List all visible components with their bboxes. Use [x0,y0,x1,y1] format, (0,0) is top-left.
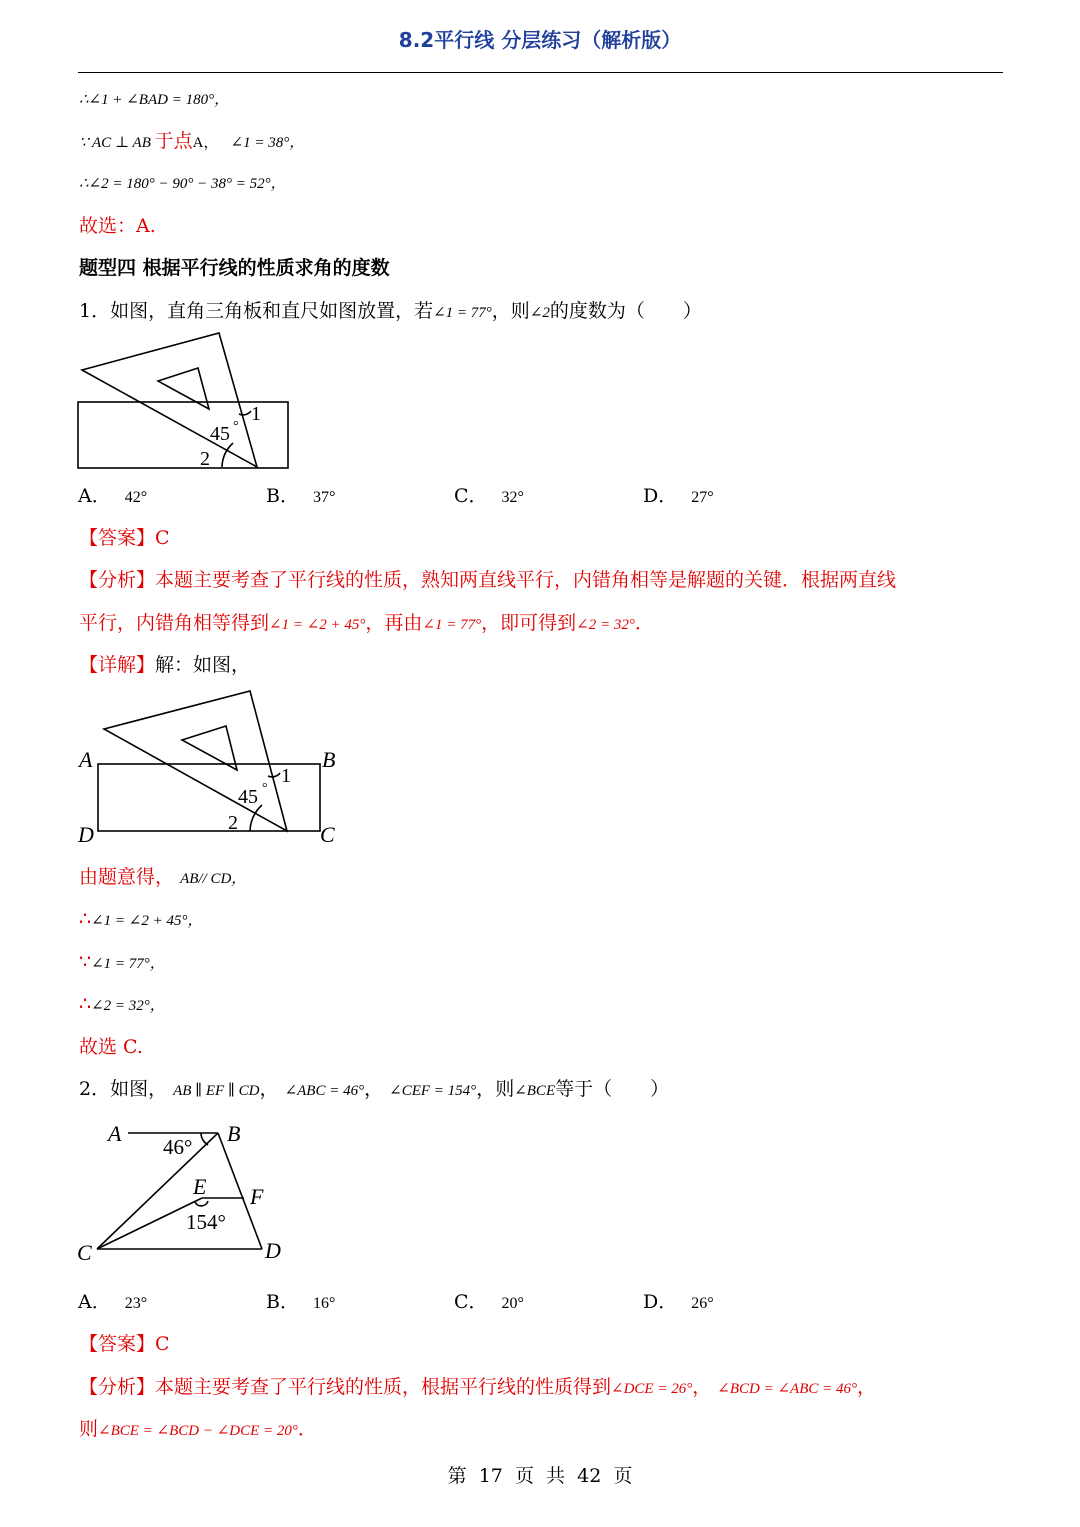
q1-step-3-symbol: ∵ [79,951,92,973]
q2-option-b-key: B． [266,1291,299,1313]
q2-label-154: 154° [186,1210,226,1234]
q2-option-d-key: D． [643,1291,678,1313]
q1-label-deg: ° [233,419,239,434]
q2-analysis-line-2 [79,1416,317,1444]
q1-option-d-key: D． [643,485,678,507]
solution-line-2-point: A， [192,135,219,151]
solution-line-2-math: ∵ AC ⊥ AB [79,135,155,151]
q1-label-1: 1 [251,403,261,425]
q2-label-C: C [77,1240,92,1265]
q2-analysis-eq3: ∠BCE = ∠BCD − ∠DCE = 20° [98,1423,298,1439]
q2-analysis-comma2: ， [857,1376,877,1398]
q2-option-c [454,1289,524,1317]
q1-step-3-math: ∠1 = 77°， [91,956,165,972]
section-title: 题型四 根据平行线的性质求角的度数 [79,257,390,279]
q2-analysis-comma: ， [692,1376,712,1398]
q2-label-E: E [193,1174,207,1199]
q1d-label-1: 1 [281,765,291,787]
q2-option-a-key: A． [78,1291,111,1313]
q1-step-4-math: ∠2 = 32°， [91,998,165,1014]
q1-analysis-end: ． [634,612,654,634]
q1-option-a-key: A． [78,485,111,507]
q2-option-d-value: 26° [691,1295,714,1312]
q2-analysis-eq2: ∠BCD = ∠ABC = 46° [717,1381,857,1397]
q1-stem-angle2: ∠2 [529,305,550,321]
solution-line-2-angle: ∠1 = 38°， [230,135,305,151]
q2-option-a [78,1289,147,1317]
q1-analysis-eq1: ∠1 = ∠2 + 45° [269,617,366,633]
q2-stem-text3: 等于（ ） [555,1078,670,1100]
q1d-label-2: 2 [228,812,238,834]
q2-label-D: D [265,1238,281,1263]
q2-analysis-end: ． [297,1418,317,1440]
q1-stem-text: 1．如图，直角三角板和直尺如图放置，若 [79,300,434,322]
q1d-label-D: D [78,822,94,847]
q1-option-d-value: 27° [691,489,714,506]
q2-analysis-text2: 则 [79,1418,99,1440]
q1-analysis-text3: ，即可得到 [481,612,577,634]
q2-analysis-line-1 [79,1374,876,1402]
q1-detail-head: 【详解】 [79,654,156,676]
q1-option-c-key: C． [454,485,488,507]
q2-stem-parallel: AB ∥ EF ∥ CD [173,1083,260,1099]
q1d-label-A: A [79,747,93,772]
q2-stem-angle-cef: ∠CEF = 154° [389,1083,477,1099]
q2-stem-comma: ， [259,1078,279,1100]
prev-conclusion: 故选：A. [79,215,156,237]
q2-stem-text2: ，则 [476,1078,515,1100]
q2-stem-text: 2．如图， [79,1078,168,1100]
q2-option-c-value: 20° [501,1295,524,1312]
q1-conclusion: 故选 C. [79,1036,143,1058]
q1-stem-angle1: ∠1 = 77° [433,305,492,321]
q1-analysis-line-1: 【分析】本题主要考查了平行线的性质，熟知两直线平行，内错角相等是解题的关键．根据两直线 [79,569,897,591]
q1-option-a-value: 42° [124,489,148,506]
solution-line-1: ∴∠1 + ∠BAD = 180°， [79,92,230,108]
q1-analysis-text2: ，再由 [365,612,423,634]
q1d-label-45: 45 [238,786,258,808]
q1-analysis-text: 平行，内错角相等得到 [79,612,270,634]
q1-analysis-eq2: ∠1 = 77° [422,617,482,633]
q1-step-1-math: AB// CD， [180,871,247,887]
q1-option-c-value: 32° [501,489,524,506]
q1-option-b-key: B． [266,485,299,507]
page-header-title: 8.2平行线 分层练习（解析版） [398,28,682,52]
q1-stem-text3: 的度数为（ ） [549,300,702,322]
q1d-label-deg: ° [262,781,268,796]
q2-stem-angle-bce: ∠BCE [514,1083,556,1099]
q2-option-c-key: C． [454,1291,488,1313]
q2-label-F: F [250,1184,264,1209]
q2-option-b [266,1289,335,1317]
q2-stem-comma2: ， [364,1078,384,1100]
q1-step-1-text: 由题意得， [79,866,175,888]
q2-option-b-value: 16° [312,1295,336,1312]
q2-analysis-text: 【分析】本题主要考查了平行线的性质，根据平行线的性质得到 [79,1376,612,1398]
q2-stem-angle-abc: ∠ABC = 46° [284,1083,365,1099]
q1-label-2: 2 [200,448,210,470]
solution-line-2-text: 于点 [154,130,193,152]
q2-answer: 【答案】C [79,1333,170,1355]
q1d-label-B: B [322,747,336,772]
page-footer: 第 17 页 共 42 页 [447,1465,633,1487]
q1-step-2-symbol: ∴ [79,908,92,930]
q1-option-b-value: 37° [312,489,336,506]
solution-line-3: ∴∠2 = 180° − 90° − 38° = 52°， [79,176,286,192]
q1-step-2-math: ∠1 = ∠2 + 45°， [91,913,203,929]
q2-analysis-eq1: ∠DCE = 26° [611,1381,693,1397]
q2-angle154-arc [195,1201,208,1206]
q2-option-d [643,1289,714,1317]
q1-step-4-symbol: ∴ [79,993,92,1015]
q1-answer: 【答案】C [79,527,170,549]
q1-detail-body: 解：如图， [155,654,251,676]
q2-label-B: B [227,1121,241,1146]
q2-label-A: A [108,1121,122,1146]
q1d-label-C: C [320,822,335,847]
q2-label-46: 46° [163,1135,193,1159]
q2-option-a-value: 23° [124,1295,148,1312]
q1-label-45: 45 [210,423,230,445]
q1-stem-text2: ，则 [491,300,530,322]
q1-analysis-eq3: ∠2 = 32° [576,617,635,633]
